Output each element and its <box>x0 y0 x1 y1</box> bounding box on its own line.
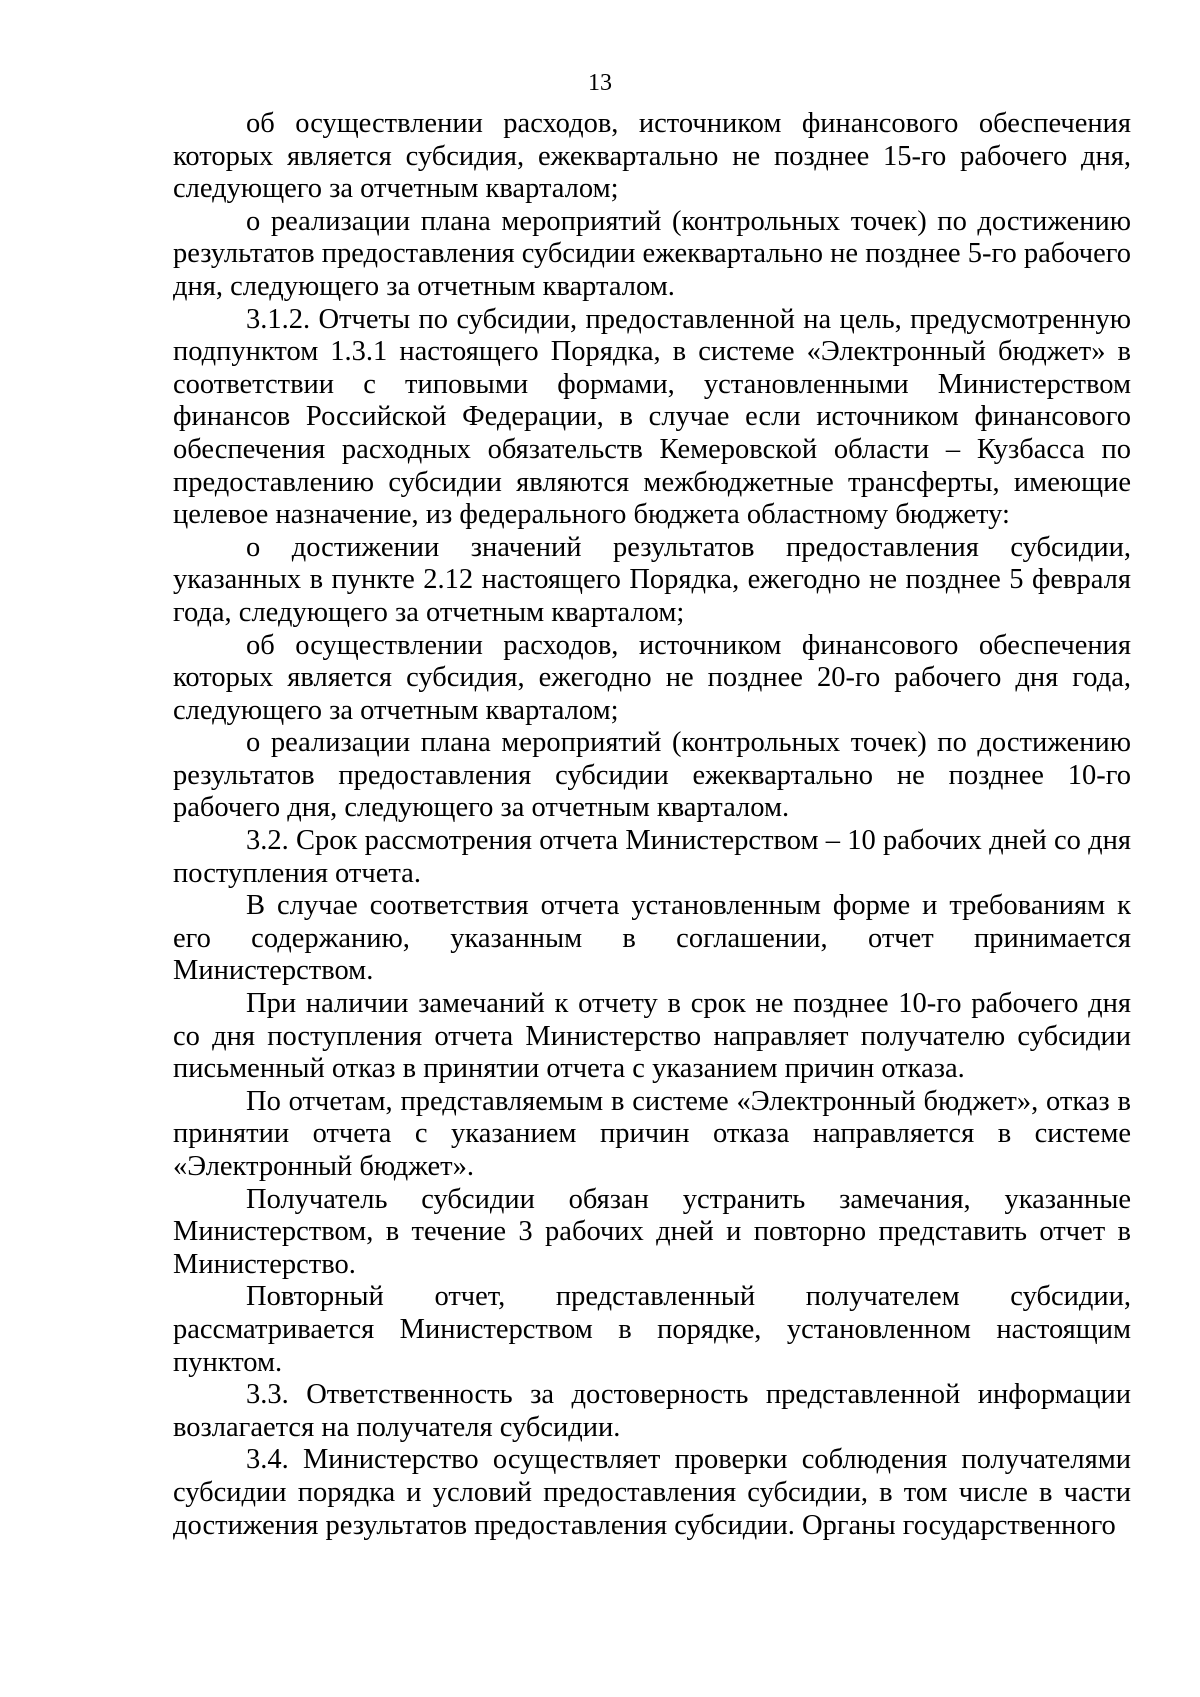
page-number: 13 <box>588 70 612 96</box>
paragraph-expenses-quarterly: об осуществлении расходов, источником финансового обеспечения которых является субсидия, ежеквартально не позднее 15-го рабочего дня, следующего за отчетным кварталом; <box>173 108 1131 205</box>
paragraph-3-4: 3.4. Министерство осуществляет проверки соблюдения получателями субсидии порядка и условий предоставления субсидии, в том числе в части достижения результатов предоставления субсидии. Органы государственного <box>173 1444 1131 1541</box>
paragraph-3-3: 3.3. Ответственность за достоверность представленной информации возлагается на получателя субсидии. <box>173 1379 1131 1443</box>
paragraph-3-2: 3.2. Срок рассмотрения отчета Министерством – 10 рабочих дней со дня поступления отчета. <box>173 825 1131 889</box>
paragraph-plan-quarterly: о реализации плана мероприятий (контрольных точек) по достижению результатов предоставления субсидии ежеквартально не позднее 5-го рабочего дня, следующего за отчетным кварталом. <box>173 205 1131 302</box>
paragraph-report-remarks: При наличии замечаний к отчету в срок не позднее 10-го рабочего дня со дня поступления отчета Министерство направляет получателю субсидии письменный отказ в принятии отчета с указанием причин отказа. <box>173 988 1131 1085</box>
paragraph-electronic-budget-refusal: По отчетам, представляемым в системе «Электронный бюджет», отказ в принятии отчета с указанием причин отказа направляется в системе «Электронный бюджет». <box>173 1085 1131 1182</box>
paragraph-3-1-2: 3.1.2. Отчеты по субсидии, предоставленной на цель, предусмотренную подпунктом 1.3.1 настоящего Порядка, в системе «Электронный бюджет» в соответствии с типовыми формами, установленными Министерством финансов Российской Федерации, в случае если источником финансового обеспечения расходных обязательств Кемеровской области – Кузбасса по предоставлению субсидии являются межбюджетные трансферты, имеющие целевое назначение, из федерального бюджета областному бюджету: <box>173 303 1131 531</box>
paragraph-expenses-annual: об осуществлении расходов, источником финансового обеспечения которых является субсидия, ежегодно не позднее 20-го рабочего дня года, следующего за отчетным кварталом; <box>173 629 1131 726</box>
paragraph-recipient-obligation: Получатель субсидии обязан устранить замечания, указанные Министерством, в течение 3 рабочих дней и повторно представить отчет в Министерство. <box>173 1183 1131 1280</box>
paragraph-report-accepted: В случае соответствия отчета установленным форме и требованиям к его содержанию, указанным в соглашении, отчет принимается Министерством. <box>173 890 1131 987</box>
paragraph-plan-quarterly-10: о реализации плана мероприятий (контрольных точек) по достижению результатов предоставления субсидии ежеквартально не позднее 10-го рабочего дня, следующего за отчетным кварталом. <box>173 727 1131 824</box>
paragraph-repeat-report: Повторный отчет, представленный получателем субсидии, рассматривается Министерством в порядке, установленном настоящим пунктом. <box>173 1281 1131 1378</box>
paragraph-results-annual: о достижении значений результатов предоставления субсидии, указанных в пункте 2.12 настоящего Порядка, ежегодно не позднее 5 февраля года, следующего за отчетным кварталом; <box>173 531 1131 628</box>
document-body <box>173 108 1131 1542</box>
